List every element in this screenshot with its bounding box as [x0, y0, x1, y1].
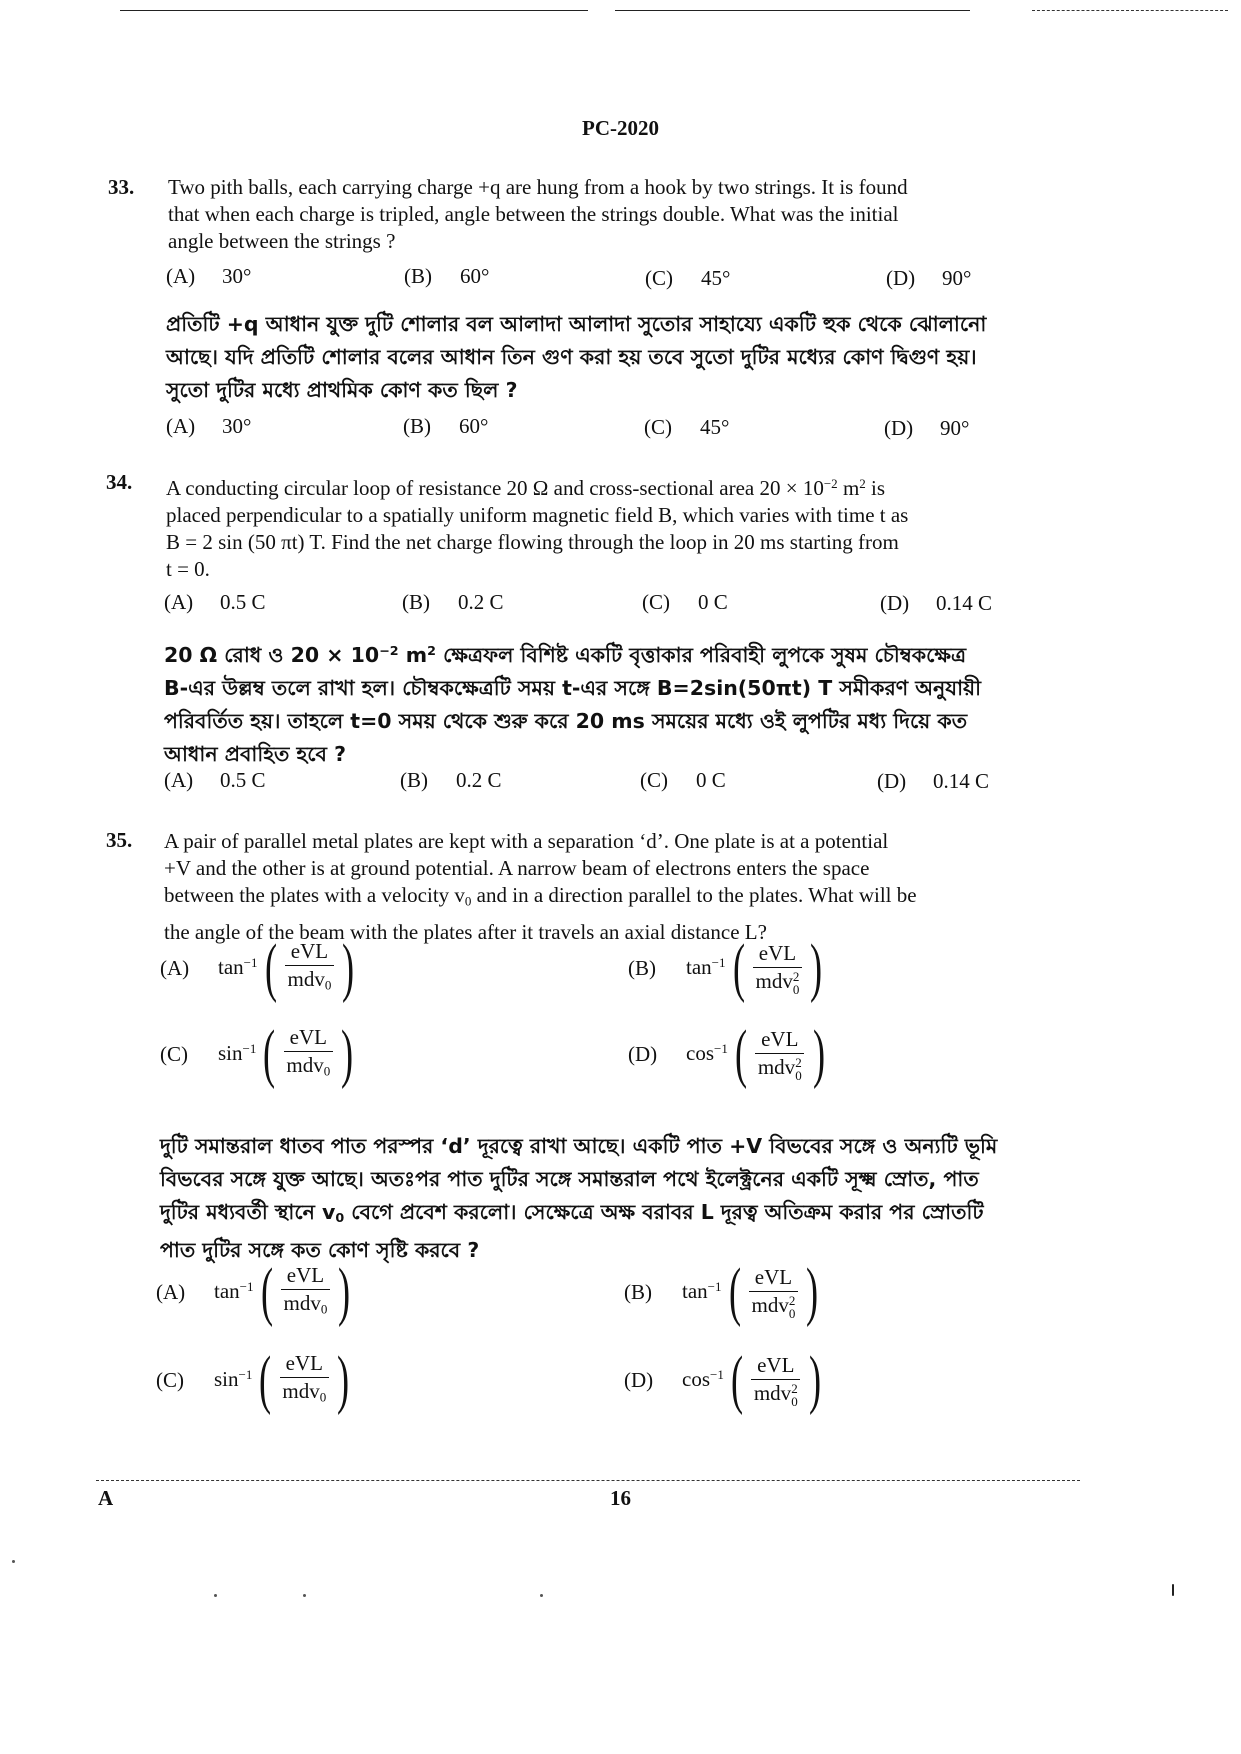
fraction [748, 1352, 804, 1408]
denominator: mdv 2 0 [757, 1054, 802, 1084]
option-label: (A) [164, 768, 194, 792]
question-33-bengali [166, 308, 1086, 407]
subscript: 0 [335, 1210, 345, 1226]
function-name: $\cos^{-1}$ [686, 1041, 728, 1066]
question-35-line-3 [164, 882, 1074, 914]
right-paren: ) [806, 1255, 819, 1328]
left-paren: ( [260, 1255, 273, 1328]
question-34-line-3: B = 2 sin (50 πt) T. Find the net charge flowing through the loop in 20 ms starting from [166, 530, 899, 555]
q33-bn-option-a[interactable] [166, 414, 251, 439]
option-label: (A) [160, 955, 190, 980]
option-label: (C) [156, 1367, 184, 1392]
fraction [282, 938, 338, 998]
question-33-bn-line-2: আছে। যদি প্রতিটি শোলার বলের আধান তিন গুণ করা হয় তবে সুতো দুটির মধ্যের কোণ দ্বিগুণ হয়। [166, 345, 977, 369]
q34-option-b[interactable] [402, 590, 504, 615]
option-label: (A) [166, 414, 196, 438]
left-paren: ( [734, 1017, 747, 1090]
text: দুটির মধ্যবর্তী স্থানে v [160, 1200, 336, 1224]
right-paren: ) [338, 1255, 351, 1328]
q33-option-a[interactable] [166, 264, 251, 289]
q33-option-c[interactable] [645, 266, 730, 291]
left-paren: ( [730, 1343, 743, 1416]
exponent: 2 [427, 643, 436, 658]
option-label: (D) [624, 1367, 654, 1392]
option-value: 30° [222, 414, 252, 438]
right-paren: ) [342, 931, 355, 1004]
text: m [398, 642, 428, 667]
option-value: 90° [940, 416, 970, 440]
fraction [752, 1026, 808, 1082]
q33-option-d[interactable] [886, 266, 971, 291]
q33-option-b[interactable] [404, 264, 489, 289]
option-value: 0.14 C [933, 769, 990, 793]
numerator: eVL [281, 1262, 330, 1290]
question-33-line-2: that when each charge is tripled, angle between the strings double. What was the initial [168, 202, 899, 226]
question-number-34: 34. [106, 470, 133, 494]
numerator: eVL [280, 1350, 329, 1378]
q35-option-d[interactable] [628, 1018, 830, 1090]
option-label: (D) [880, 591, 910, 615]
function-name: $\tan^{-1}$ [686, 955, 726, 980]
option-value: 60° [459, 414, 489, 438]
question-34-bn-line-1 [164, 634, 1084, 672]
denominator: mdv$_0$ [286, 1052, 331, 1079]
subscript: 0 [464, 893, 472, 909]
question-number-33: 33. [108, 175, 135, 199]
fraction [280, 1024, 336, 1084]
function-name: $\sin^{-1}$ [218, 1041, 257, 1066]
text: m [837, 476, 860, 501]
left-paren: ( [263, 1017, 276, 1090]
q33-bn-option-d[interactable] [884, 416, 969, 441]
question-33-line-3: angle between the strings ? [168, 229, 396, 253]
option-label: (B) [628, 955, 656, 980]
question-35-bn-line-3 [160, 1196, 1080, 1234]
option-label: (D) [884, 416, 914, 440]
top-rule-middle [615, 10, 970, 11]
right-paren: ) [810, 931, 823, 1004]
function-name: $\sin^{-1}$ [214, 1367, 253, 1392]
question-35-english [164, 828, 1074, 946]
question-34-bn-line-2: B-এর উল্লম্ব তলে রাখা হল। চৌম্বকক্ষেত্রটি সময় t-এর সঙ্গে B=2sin(50πt) T সমীকরণ অনুযায়ী [164, 675, 981, 700]
option-label: (D) [628, 1041, 658, 1066]
function-name: $\tan^{-1}$ [218, 955, 258, 980]
fraction [746, 1264, 802, 1320]
option-label: (B) [404, 264, 432, 288]
question-33-line-1: Two pith balls, each carrying charge +q are hung from a hook by two strings. It is found [168, 175, 908, 199]
function-name: $\tan^{-1}$ [682, 1279, 722, 1304]
option-label: (C) [640, 768, 668, 792]
denominator: mdv$_0$ [282, 1378, 327, 1405]
top-rule-left [120, 10, 588, 11]
right-paren: ) [812, 1017, 825, 1090]
option-value: 30° [222, 264, 252, 288]
footer-set-letter: A [98, 1486, 114, 1510]
numerator: eVL [755, 1026, 804, 1054]
option-value: 60° [460, 264, 490, 288]
fraction [276, 1350, 332, 1410]
text: ক্ষেত্রফল বিশিষ্ট একটি বৃত্তাকার পরিবাহী লুপকে সুষম চৌম্বকক্ষেত্র [435, 642, 967, 667]
option-value: 0 C [698, 590, 728, 614]
option-label: (D) [877, 769, 907, 793]
option-value: 45° [700, 415, 730, 439]
option-label: (B) [402, 590, 430, 614]
scan-speck [214, 1594, 217, 1597]
denominator: mdv$_0$ [283, 1290, 328, 1317]
question-33-bn-line-1: প্রতিটি +q আধান যুক্ত দুটি শোলার বল আলাদা আলাদা সুতোর সাহায্যে একটি হুক থেকে ঝোলানো [166, 312, 987, 336]
left-paren: ( [259, 1343, 272, 1416]
option-label: (D) [886, 266, 916, 290]
question-35-line-1: A pair of parallel metal plates are kept with a separation ‘d’. One plate is at a potential [164, 829, 889, 853]
text: is [865, 476, 886, 501]
question-34-line-2: placed perpendicular to a spatially uniform magnetic field B, which varies with time t as [166, 503, 909, 528]
exponent: 2 [859, 476, 866, 491]
q34-bn-option-d[interactable] [877, 769, 989, 794]
option-label: (C) [642, 590, 670, 614]
option-value: 0.14 C [936, 591, 993, 615]
q35-bn-option-a[interactable] [156, 1256, 355, 1328]
numerator: eVL [751, 1352, 800, 1380]
question-35-line-2: +V and the other is at ground potential. A narrow beam of electrons enters the space [164, 856, 870, 880]
option-value: 0.5 C [220, 768, 266, 792]
option-label: (C) [160, 1041, 188, 1066]
question-35-bn-line-1: দুটি সমান্তরাল ধাতব পাত পরস্পর ‘d’ দূরত্বে রাখা আছে। একটি পাত +V বিভবের সঙ্গে ও অন্যটি ভূমি [160, 1134, 998, 1158]
left-paren: ( [728, 1255, 741, 1328]
q34-bn-option-a[interactable] [164, 768, 266, 793]
question-34-bn-line-3: পরিবর্তিত হয়। তাহলে t=0 সময় থেকে শুরু করে 20 ms সময়ের মধ্যে ওই লুপটির মধ্য দিয়ে কত [164, 708, 968, 733]
option-value: 90° [942, 266, 972, 290]
denominator: mdv 2 0 [751, 1292, 796, 1322]
text: A conducting circular loop of resistance 20 Ω and cross-sectional area 20 × 10 [166, 476, 824, 501]
option-label: (A) [164, 590, 194, 614]
question-35-line-4: the angle of the beam with the plates after it travels an axial distance L? [164, 920, 767, 945]
question-34-line-4: t = 0. [166, 557, 210, 582]
option-label: (A) [166, 264, 196, 288]
numerator: eVL [284, 1024, 333, 1052]
footer-page-number: 16 [610, 1486, 631, 1510]
q34-option-d[interactable] [880, 591, 992, 616]
option-label: (B) [400, 768, 428, 792]
denominator: mdv 2 0 [753, 1380, 798, 1410]
exponent: −2 [379, 643, 399, 658]
option-value: 0 C [696, 768, 726, 792]
q33-bn-option-b[interactable] [403, 414, 488, 439]
option-value: 45° [701, 266, 731, 290]
question-34-line-1 [166, 470, 1076, 502]
q34-bn-option-c[interactable] [640, 768, 726, 793]
q34-option-c[interactable] [642, 590, 728, 615]
option-value: 0.5 C [220, 590, 266, 614]
question-34-bn-line-4: আধান প্রবাহিত হবে ? [164, 741, 346, 766]
question-33-bn-line-3: সুতো দুটির মধ্যে প্রাথমিক কোণ কত ছিল ? [166, 378, 518, 402]
q35-option-a[interactable] [160, 932, 359, 1004]
q35-option-c[interactable] [160, 1018, 358, 1090]
q35-bn-option-c[interactable] [156, 1344, 354, 1416]
q33-bn-option-c[interactable] [644, 415, 729, 440]
scan-speck [540, 1594, 543, 1597]
fraction [750, 940, 806, 996]
option-label: (B) [403, 414, 431, 438]
left-paren: ( [732, 931, 745, 1004]
option-label: (B) [624, 1279, 652, 1304]
option-label: (A) [156, 1279, 186, 1304]
q34-bn-option-b[interactable] [400, 768, 502, 793]
question-34-bengali [164, 634, 1084, 771]
option-label: (C) [644, 415, 672, 439]
option-value: 0.2 C [456, 768, 502, 792]
left-paren: ( [264, 931, 277, 1004]
text: between the plates with a velocity v [164, 883, 465, 907]
denominator: mdv$_0$ [287, 966, 332, 993]
right-paren: ) [341, 1017, 354, 1090]
right-paren: ) [808, 1343, 821, 1416]
scan-speck [1172, 1584, 1174, 1596]
right-paren: ) [337, 1343, 350, 1416]
footer-rule [96, 1480, 1080, 1481]
q34-option-a[interactable] [164, 590, 266, 615]
fraction [278, 1262, 334, 1322]
scan-speck [12, 1560, 15, 1563]
numerator: eVL [749, 1264, 798, 1292]
scan-speck [303, 1594, 306, 1597]
question-33-english [168, 174, 1078, 255]
q35-bn-option-b[interactable] [624, 1256, 823, 1328]
denominator: mdv 2 0 [755, 968, 800, 998]
question-35-bengali [160, 1130, 1080, 1267]
function-name: $\tan^{-1}$ [214, 1279, 254, 1304]
exponent: −2 [823, 476, 838, 491]
option-label: (C) [645, 266, 673, 290]
text: and in a direction parallel to the plates. What will be [471, 883, 917, 907]
question-35-bn-line-2: বিভবের সঙ্গে যুক্ত আছে। অতঃপর পাত দুটির সঙ্গে সমান্তরাল পথে ইলেক্ট্রনের একটি সূক্ষ্ম স্রোত, পাত [160, 1167, 979, 1191]
q35-bn-option-d[interactable] [624, 1344, 826, 1416]
function-name: $\cos^{-1}$ [682, 1367, 724, 1392]
question-35-bn-line-4: পাত দুটির সঙ্গে কত কোণ সৃষ্টি করবে ? [160, 1238, 480, 1263]
paper-code: PC-2020 [582, 116, 659, 140]
text: 20 Ω রোধ ও 20 × 10 [164, 642, 380, 667]
text: বেগে প্রবেশ করলো। সেক্ষেত্রে অক্ষ বরাবর L দূরত্ব অতিক্রম করার পর স্রোতটি [344, 1200, 984, 1224]
numerator: eVL [285, 938, 334, 966]
option-value: 0.2 C [458, 590, 504, 614]
question-34-english [166, 470, 1076, 583]
numerator: eVL [753, 940, 802, 968]
top-rule-right [1032, 10, 1228, 11]
q35-option-b[interactable] [628, 932, 827, 1004]
question-number-35: 35. [106, 828, 133, 852]
